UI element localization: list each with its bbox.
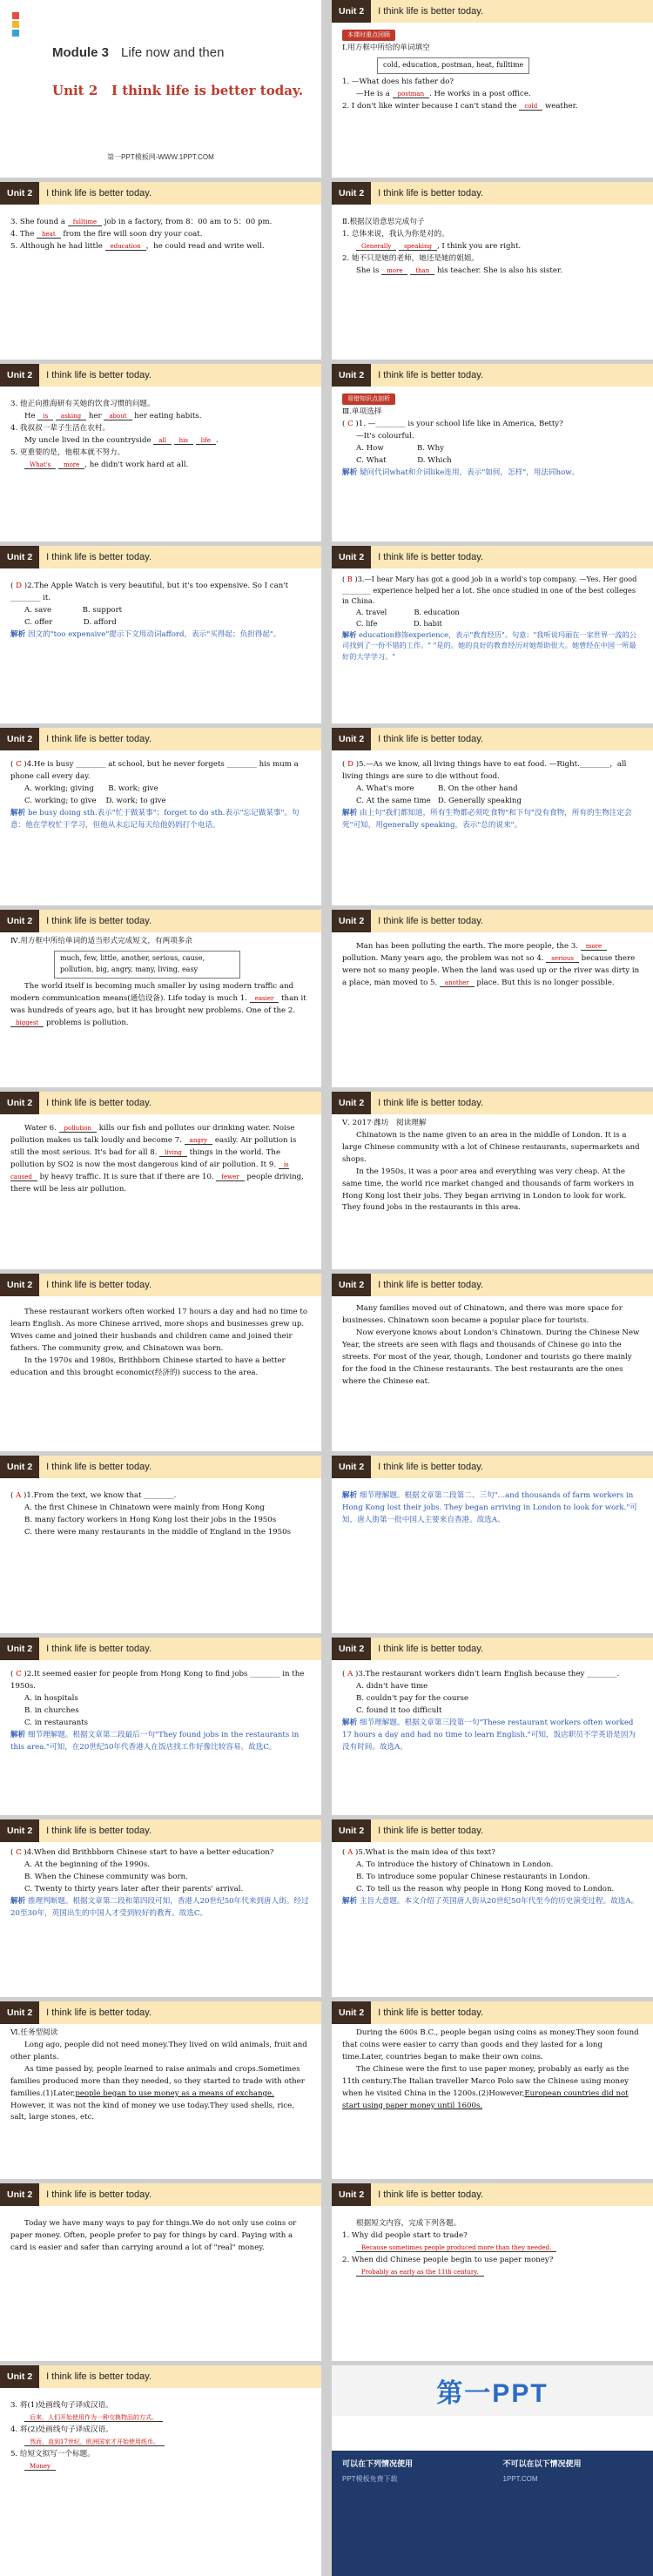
unit-number: Unit 2 [52,83,98,98]
instruction: Ⅰ.用方框中所给的单词填空 [342,44,430,53]
slide-header: Unit 2 I think life is better today. [332,0,653,23]
slide-header: Unit 2 I think life is better today. [332,1638,653,1660]
ppt-ad-slide [332,2365,653,2576]
slide-header: Unit 2 I think life is better today. [332,2001,653,2024]
slide-s8: Unit 2 I think life is better today. ( B )3.—I hear Mary has got a good job in a world's top company. —Yes. Her good ________ experience helped her a lot. She once studied in one of the best colleges in China. A. travel B. education C. life D. habit 解析 education修饰experience，表示"教育经历"。句意："我听说玛丽在一家世界一流的公司找到了一份不错的工作。" "是的。她的良好的教育经历对她帮助很大。她曾经在中国一所最好的大学学习。" [332,546,653,723]
slide-header: Unit 2 I think life is better today. [332,546,653,568]
slide-s6: Unit 2 I think life is better today. 易错知识点剖析 Ⅲ.单项选择 ( C )1. —________ is your school life like in America, Betty? —It's colourful. A. How B. Why C. What D. Which 解析 疑问代词what和介词like连用，表示"如何，怎样"，用法同how。 [332,364,653,541]
slide-s15: Unit 2 I think life is better today. These restaurant workers often worked 17 hours a day and had no time to learn English. As more Chinese arrived, more shops and businesses grew up. Wives came and joined their husbands and children came and joined their fathers. The community grew, and Chinatown was born. In the 1970s and 1980s, Brithbborn Chinese started to have a better education and this brought economic(经济的) success to the area. [0,1274,321,1451]
slide-header: Unit 2 I think life is better today. [332,1819,653,1842]
slide-s14: Unit 2 I think life is better today. Ⅴ. 2017·潍坊 阅读理解 Chinatown is the name given to an area in the middle of London. It is a large Chinese community with a lot of Chinese restaurants, supermarkets and shops. In the 1950s, it was a poor area and everything was very cheap. At the same time, the world rice market changed and thousands of farm workers in Hong Kong lost their jobs. They began arriving in London to look for work. They found jobs in the restaurants in this area. [332,1092,653,1269]
slide-header: Unit 2 I think life is better today. [0,910,321,932]
ppt-info-panel: 可以在下列情况使用 PPT模板免费下载 不可以在以下情况使用 1PPT.COM [332,2451,653,2576]
slide-header: Unit 2 I think life is better today. [0,1819,321,1842]
slide-header: Unit 2 I think life is better today. [332,364,653,387]
slide-header: Unit 2 I think life is better today. [0,182,321,205]
slide-s21: Unit 2 I think life is better today. ( C )4.When did Brithbborn Chinese start to have a better education? A. At the beginning of the 1990s. B. When the Chinese community was born. C. Twenty to thirty years later after their parents' arrival. 解析 推理判断题。根据文章第二段和第四段可知，香港人20世纪50年代来到唐人街。经过20至30年，英国出生的中国人才受到较好的教育。故选C。 [0,1819,321,1997]
slide-header: Unit 2 I think life is better today. [0,2183,321,2206]
slide-header: Unit 2 I think life is better today. [0,1274,321,1296]
slide-header: Unit 2 I think life is better today. [332,728,653,750]
section-label: 本课时重点回顾 [342,30,395,41]
module-title: Life now and then [121,45,225,60]
slide-s13: Unit 2 I think life is better today. Water 6. pollution kills our fish and pollutes our drinking water. Noise pollution makes us talk loudly and become 7. angry easily. Air pollution is still the most serious. It's bad for all 8. living things in the world. The pollution by SO2 is now the most dangerous kind of air pollution. It 9. is caused by heavy traffic. It is sure that if there are 10. fewer people driving, there will be less air pollution. [0,1092,321,1269]
answer: education [105,243,146,251]
slide-s9: Unit 2 I think life is better today. ( C )4.He is busy ________ at school, but he never forgets ________ his mum a phone call every day. A. working; giving B. work; give C. working; to give D. work; to give 解析 be busy doing sth.表示"忙于做某事"；forget to do sth.表示"忘记做某事"。句意：他在学校忙于学习，但他从未忘记每天给他妈妈打个电话。 [0,728,321,905]
unit-title: I think life is better today. [111,83,304,98]
slide-s7: Unit 2 I think life is better today. ( D )2.The Apple Watch is very beautiful, but it's too expensive. So I can't ________ it. A. save B. support C. offer D. afford 解析 因文的"too expensive"提示下文用动词afford，表示"买得起；负担得起"。 [0,546,321,723]
slide-s16: Unit 2 I think life is better today. Many families moved out of Chinatown, and there was more space for businesses. Chinatown soon became a popular place for tourists. Now everyone knows about London's Chinatown. During the Chinese New Year, the streets are seen with flags and thousands of Chinese go into the streets. For most of the year, though, Londoner and tourists go there mainly for the food in the Chinese restaurants. The best restaurants are the ones where the Chinese eat. [332,1274,653,1451]
slide-header: Unit 2 I think life is better today. [332,182,653,205]
slide-s20: Unit 2 I think life is better today. ( A )3.The restaurant workers didn't learn English because they ________. A. didn't have time B. couldn't pay for the course C. found it too difficult 解析 细节理解题。根据文章第三段第一句"These restaurant workers often worked 17 hours a day and had no time to learn English."可知，饭店职员不学英语是因为没有时间。故选A。 [332,1638,653,1815]
slide-s23: Unit 2 I think life is better today. Ⅵ.任务型阅读 Long ago, people did not need money.They lived on wild animals, fruit and other plants. As time passed by, people learned to raise animals and crops.Sometimes families produced more than they needed, so they started to trade with other families.(1)Later,people began to use money as a means of exchange. However, it was not the kind of money we use today.They used shells, rice, salt, large stones, etc. [0,2001,321,2179]
slide-s24: Unit 2 I think life is better today. During the 600s B.C., people began using coins as money.They soon found that coins were easier to carry than goods and they lasted for a long time.Later, countries began to make their own coins. The Chinese were the first to use paper money, probably as early as the 11th century.The Italian traveller Marco Polo saw the Chinese using money when he visited China in the 1200s.(2)However,European countries did not start using paper money until 1600s. [332,2001,653,2179]
slide-header: Unit 2 I think life is better today. [0,546,321,568]
slide-s10: Unit 2 I think life is better today. ( D )5.—As we know, all living things have to eat food. —Right.________，all living things are sure to die without food. A. What's more B. On the other hand C. At the same time D. Generally speaking 解析 由上句"我们都知道，所有生物都必须吃食物"和下句"没有食物，所有的生物注定会死"可知，用generally speaking，表示"总的说来"。 [332,728,653,905]
slide-s5: Unit 2 I think life is better today. 3. 他正向推海研有关她的饮食习惯的问题。 He is asking her about her eating habits. 4. 我叔叔一辈子生活在农村。 My uncle lived in the countryside all his life . 5. 更重要的是，他根本就不努力。 What's more , he didn't work hard at all. [0,364,321,541]
unit-heading [52,83,303,98]
slide-header: Unit 2 I think life is better today. [0,364,321,387]
slide-header: Unit 2 I think life is better today. [332,910,653,932]
answer: postman [393,91,429,98]
color-stripes [12,12,19,42]
slide-header: Unit 2 I think life is better today. [0,1456,321,1478]
slide-s22: Unit 2 I think life is better today. ( A )5.What is the main idea of this text? A. To introduce the history of Chinatown in London. B. To introduce some popular Chinese restaurants in London. C. To tell us the reason why people in Hong Kong moved to London. 解析 主旨大意题。本文介绍了英国唐人街从20世纪50年代至今的历史演变过程。故选A。 [332,1819,653,1997]
module-heading [52,45,224,60]
title-slide [0,0,321,178]
slide-header: Unit 2 I think life is better today. [0,2001,321,2024]
slide-header: Unit 2 I think life is better today. [332,1456,653,1478]
slide-header: Unit 2 I think life is better today. [332,1092,653,1114]
slide-s19: Unit 2 I think life is better today. ( C )2.It seemed easier for people from Hong Kong to find jobs ________ in the 1950s. A. in hospitals B. in churches C. in restaurants 解析 细节理解题。根据文章第二段最后一句"They found jobs in the restaurants in this area."可知，在20世纪50年代香港人在饭店找工作好像比较容易。故选C。 [0,1638,321,1815]
slide-s26: Unit 2 I think life is better today. 根据短文内容，完成下列各题。 1. Why did people start to trade? Because sometimes people produced more than they needed. 2. When did Chinese people begin to use paper money? Probably as early as the 11th century. [332,2183,653,2361]
slide-header: Unit 2 I think life is better today. [0,2365,321,2388]
slide-header: Unit 2 I think life is better today. [332,1274,653,1296]
slide-s25: Unit 2 I think life is better today. Today we have many ways to pay for things.We do not only use coins or paper money. Often, people prefer to pay for things by card. Paying with a card is easier and safer than carrying around a lot of "real" money. [0,2183,321,2361]
word-box: much, few, little, another, serious, cause, pollution, big, angry, many, living, easy [54,951,240,979]
module-number: Module 3 [52,45,110,60]
slide-header: Unit 2 I think life is better today. [332,2183,653,2206]
answer: cold [519,103,542,111]
slide-header: Unit 2 I think life is better today. [0,728,321,750]
word-box: cold, education, postman, heat, fulltime [377,57,529,74]
slide-s27: Unit 2 I think life is better today. 3. 将(1)处画线句子译成汉语。 后来，人们开始使用作为一种交换物品的方式。 4. 将(2)处画线句子译成汉语。 然而，直到17世纪，欧洲国家才开始使用纸币。 5. 给短文拟写一个标题。 Money [0,2365,321,2576]
slide-s12: Unit 2 I think life is better today. Man has been polluting the earth. The more people, the 3. more pollution. Many years ago, the problem was not so 4. serious because there were not so many people. When the land was used up or the river was dirty in a place, man moved to 5. another place. But this is no longer possible. [332,910,653,1087]
slide-header: Unit 2 I think life is better today. [0,1092,321,1114]
ppt-logo: 第一PPT [332,2365,653,2416]
slide-s3: Unit 2 I think life is better today. 3. She found a fulltime job in a factory, from 8：00 am to 5：00 pm. 4. The heat from the fire will soon dry your coat. 5. Although he had little education ，he could read and write well. [0,182,321,360]
slide-s18: Unit 2 I think life is better today. 解析 细节理解题。根据文章第二段第二、三句"…and thousands of farm workers in Hong Kong lost their jobs. They began arriving in London to look for work."可知，唐人街第一批中国人主要来自香港。故选A。 [332,1456,653,1633]
slide-s17: Unit 2 I think life is better today. ( A )1.From the text, we know that ________. A. the first Chinese in Chinatown were mainly from Hong Kong B. many factory workers in Hong Kong lost their jobs in the 1950s C. there were many restaurants in the middle of England in the 1950s [0,1456,321,1633]
slide-s2: Unit 2 I think life is better today. 本课时重点回顾 Ⅰ.用方框中所给的单词填空 cold, education, postman, heat, fulltime 1. —What does his father do? —He is a postman . He works in a post office. 2. I don't like winter because I can't stand the cold weather. [332,0,653,178]
slide-header: Unit 2 I think life is better today. [0,1638,321,1660]
slide-s11: Unit 2 I think life is better today. Ⅳ.用方框中所给单词的适当形式完成短文，有两项多余 much, few, little, another, serious, cause, pollution, big, angry, many, living, easy The world itself is becoming much smaller by using modern traffic and modern communication means(通信设备). Life today is much 1. easier than it was hundreds of years ago, but it has brought new problems. One of the 2. biggest problems is pollution. [0,910,321,1087]
slide-s4: Unit 2 I think life is better today. Ⅱ.根据汉语意思完成句子 1. 总体来说，我认为你是对的。 Generally speaking , I think you are right. 2. 她不只是她的老师，她还是她的姐姐。 She is more than his teacher. She is also his sister. [332,182,653,360]
answer: heat [37,231,61,239]
site-footer: 第一PPT模板网-WWW.1PPT.COM [107,153,214,161]
answer: fulltime [68,219,102,226]
